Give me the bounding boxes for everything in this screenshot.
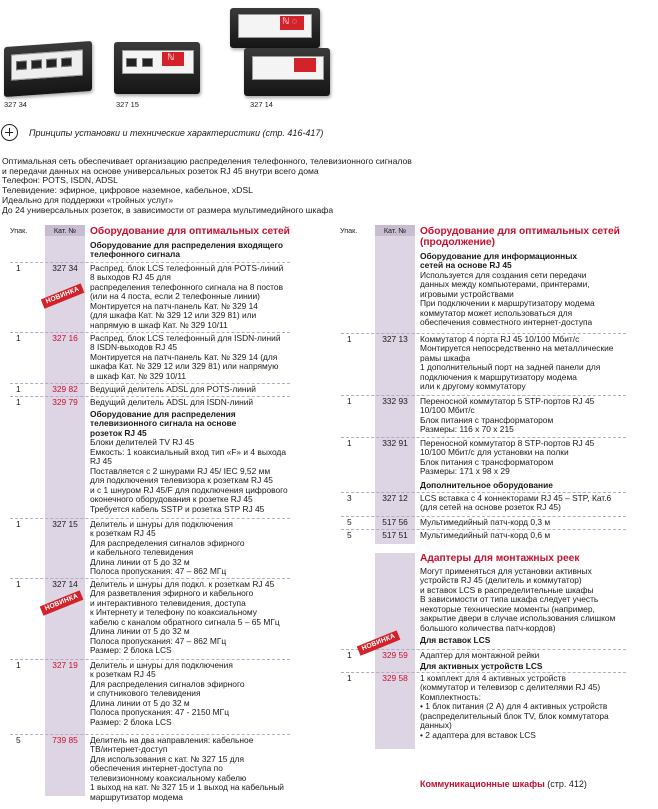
entry-catalog-number: 517 51 bbox=[382, 530, 408, 540]
entry-text: Адаптер для монтажной рейки bbox=[420, 650, 540, 660]
entry-qty: 1 bbox=[347, 396, 352, 406]
entry-catalog-number: 327 34 bbox=[52, 263, 78, 273]
entry-catalog-number: 329 58 bbox=[382, 673, 408, 683]
entry-description bbox=[90, 580, 335, 656]
entry-description bbox=[420, 662, 656, 671]
entry-description bbox=[90, 334, 335, 381]
product-image bbox=[244, 48, 330, 96]
entry-heading: Для активных устройств LCS bbox=[420, 661, 543, 671]
product-mark: ℕ bbox=[167, 52, 175, 62]
entry-text: Коммутатор 4 порта RJ 45 10/100 Мбит/с Монтируется непосредственно на металлические рамы шкафа 1 дополнительный порт на задней панели для подключения к маршрутизатору модема или к другому коммутатору bbox=[420, 334, 614, 392]
intro-line: Идеально для поддержки «тройных услуг» bbox=[2, 194, 174, 205]
entry-description bbox=[420, 636, 656, 645]
entry-catalog-number: 327 14 bbox=[52, 579, 78, 589]
new-badge: НОВИНКА bbox=[357, 630, 401, 655]
product-327-14 bbox=[226, 8, 336, 109]
entry-description bbox=[420, 567, 656, 633]
entry-catalog-number: 327 19 bbox=[52, 660, 78, 670]
entry-text: Делитель и шнуры для подключения к розеткам RJ 45 Для распределения сигналов эфирного и кабельного телевидения Длина линии от 5 до 32 м Полоса пропускания: 47 – 862 МГц bbox=[90, 519, 245, 577]
entry-description bbox=[420, 335, 656, 392]
entry-description bbox=[420, 651, 656, 660]
entry-description bbox=[90, 385, 335, 394]
entry-description bbox=[420, 397, 656, 435]
left-qty-header: Упак. bbox=[10, 226, 28, 235]
intro-text bbox=[2, 157, 542, 215]
entry-qty: 1 bbox=[16, 519, 21, 529]
left-catalog-header: Кат. № bbox=[45, 225, 85, 236]
intro-line: Телевидение: эфирное, цифровое наземное, кабельное, xDSL bbox=[2, 185, 253, 196]
product-code: 327 14 bbox=[250, 100, 273, 109]
new-badge: НОВИНКА bbox=[40, 590, 84, 615]
entry-description bbox=[420, 674, 656, 740]
installation-note[interactable]: Принципы установки и технические характеристики (стр. 416-417) bbox=[29, 128, 324, 138]
entry-description bbox=[420, 494, 656, 513]
entry-qty: 5 bbox=[347, 517, 352, 527]
entry-catalog-number: 517 56 bbox=[382, 517, 408, 527]
entry-text: Переносной коммутатор 5 STP-портов RJ 45 10/100 Мбит/с Блок питания с трансформатором Размеры: 116 x 70 x 215 bbox=[420, 396, 595, 435]
entry-qty: 1 bbox=[347, 673, 352, 683]
entry-qty: 1 bbox=[16, 579, 21, 589]
entry-description bbox=[90, 398, 335, 407]
intro-line: До 24 универсальных розеток, в зависимости от размера мультимедийного шкафа bbox=[2, 204, 334, 215]
entry-catalog-number: 327 13 bbox=[382, 334, 408, 344]
product-327-15 bbox=[108, 38, 208, 109]
entry-qty: 1 bbox=[347, 438, 352, 448]
entry-text: Ведущий делитель ADSL для ISDN-линий bbox=[90, 397, 254, 407]
zoom-plus-icon bbox=[1, 124, 18, 141]
entry-text: Распред. блок LCS телефонный для ISDN-линий 8 ISDN-выходов RJ 45 Монтируется на патч-панель Кат. № 329 14 (для шкафа Кат. № 329 12 или 329 81) или напрямую в шкаф Кат. № 329 10/11 bbox=[90, 333, 281, 381]
entry-description bbox=[420, 252, 656, 328]
intro-line: Телефон: POTS, ISDN, ADSL bbox=[2, 175, 118, 186]
entry-text: Мультимедийный патч-корд 0,6 м bbox=[420, 530, 551, 540]
product-image bbox=[114, 42, 200, 94]
entry-catalog-number: 327 12 bbox=[382, 493, 408, 503]
product-327-34 bbox=[0, 38, 100, 109]
entry-qty: 1 bbox=[16, 384, 21, 394]
entry-qty: 3 bbox=[347, 493, 352, 503]
entry-description bbox=[90, 264, 335, 330]
entry-description bbox=[420, 531, 656, 540]
entry-description bbox=[90, 241, 335, 260]
entry-text: Переносной коммутатор 8 STP-портов RJ 45 10/100 Мбит/с для установки на полки Блок питания с трансформатором Размеры: 171 x 98 x 29 bbox=[420, 438, 595, 477]
entry-description bbox=[420, 481, 656, 490]
footer-reference[interactable] bbox=[420, 779, 587, 789]
entry-text: Распред. блок LCS телефонный для POTS-линий 8 выходов RJ 45 для распределения телефонного сигнала на 8 постов (или на 4 поста, если 2 телефонные линии) Монтируется на патч-панель Кат. № 329 14 (для шкафа Кат. № 329 12 или 329 81) или напрямую в шкаф Кат. № 329 10/11 bbox=[90, 263, 284, 330]
entry-qty: 1 bbox=[347, 650, 352, 660]
intro-line: и передачи данных на основе универсальных розеток RJ 45 внутри всего дома bbox=[2, 165, 319, 176]
right-section-title-2: Адаптеры для монтажных реек bbox=[420, 553, 580, 564]
entry-qty: 1 bbox=[16, 333, 21, 343]
entry-catalog-number: 329 59 bbox=[382, 650, 408, 660]
right-title-line: Оборудование для оптимальных сетей bbox=[420, 226, 620, 237]
entry-qty: 5 bbox=[347, 530, 352, 540]
left-section-title: Оборудование для оптимальных сетей bbox=[90, 226, 290, 237]
intro-line: Оптимальная сеть обеспечивает организацию распределения телефонного, телевизионного сигналов bbox=[2, 156, 412, 166]
new-badge: НОВИНКА bbox=[41, 283, 85, 308]
entry-heading: Дополнительное оборудование bbox=[420, 480, 553, 490]
entry-qty: 1 bbox=[16, 397, 21, 407]
entry-description bbox=[90, 520, 335, 577]
entry-catalog-number: 739 85 bbox=[52, 735, 78, 745]
entry-heading: Для вставок LCS bbox=[420, 635, 491, 645]
left-catalog-column-bg bbox=[45, 225, 85, 796]
entry-text: Мультимедийный патч-корд 0,3 м bbox=[420, 517, 551, 527]
entry-catalog-number: 329 82 bbox=[52, 384, 78, 394]
right-qty-header: Упак. bbox=[340, 226, 358, 235]
entry-text: Ведущий делитель ADSL для POTS-линий bbox=[90, 384, 256, 394]
entry-qty: 1 bbox=[16, 660, 21, 670]
right-title-cont: (продолжение) bbox=[420, 237, 495, 249]
entry-text: LCS вставка с 4 коннекторами RJ 45 – STP, Кат.6 (для сетей на основе розеток RJ 45) bbox=[420, 493, 612, 513]
entry-text: Используется для создания сети передачи данных между компьютерами, принтерами, игровыми устройствами При подключении к маршрутизатору модема коммутатор может использоваться для обеспечения совместного интернет-доступа bbox=[420, 269, 595, 328]
entry-description bbox=[420, 518, 656, 527]
entry-catalog-number: 332 93 bbox=[382, 396, 408, 406]
entry-description bbox=[90, 736, 335, 802]
right-section-title bbox=[420, 226, 620, 248]
entry-catalog-number: 329 79 bbox=[52, 397, 78, 407]
entry-text: 1 комплект для 4 активных устройств (коммутатор и телевизор с делителями RJ 45) Комплектность: • 1 блок питания (2 A) для 4 активных устройств (распределительный блок TV, блок коммутатора данных) • 2 адаптера для вставок LCS bbox=[420, 673, 609, 740]
entry-text: Делитель и шнуры для подключения к розеткам RJ 45 Для распределения сигналов эфирного и спутникового телевидения Длина линии от 5 до 32 м Полоса пропускания: 47 - 2150 МГц Размер: 2 блока LCS bbox=[90, 660, 245, 727]
entry-text: Делитель и шнуры для подкл. к розеткам RJ 45 Для разветвления эфирного и кабельного и интерактивного телевидения, доступа к Интернету и телефону по коаксиальному кабелю с каналом обратного сигнала 5 – 65 МГц Длина линии от 5 до 32 м Полоса пропускания: 47 – 862 МГц Размер: 2 блока LCS bbox=[90, 579, 280, 656]
product-image bbox=[230, 8, 320, 48]
entry-description bbox=[90, 661, 335, 727]
product-image bbox=[4, 41, 92, 97]
entry-text: Блоки делителей TV RJ 45 Емкость: 1 коаксиальный вход тип «F» и 4 выхода RJ 45 Поставляется с 2 шнурами RJ 45/ IEC 9,52 мм для подключения телевизора к розеткам RJ 45 и с 1 шнуром RJ 45/F для подключения цифрового оконечного оборудования к розетке RJ 45 Требуется кабель SSTP и розетка STP RJ 45 bbox=[90, 437, 288, 514]
entry-catalog-number: 332 91 bbox=[382, 438, 408, 448]
entry-text: Делитель на два направления: кабельное ТВ/интернет-доступ Для использования с кат. № 327 15 для обеспечения интернет-доступа по телевизионному коаксиальному кабелю 1 выход на кат. № 327 15 и 1 выход на кабельный маршрутизатор модема bbox=[90, 735, 284, 802]
entry-description bbox=[420, 439, 656, 477]
entry-heading: Оборудование для распределения входящего телефонного сигнала bbox=[90, 240, 283, 260]
entry-description bbox=[90, 410, 335, 514]
entry-catalog-number: 327 15 bbox=[52, 519, 78, 529]
entry-qty: 5 bbox=[16, 735, 21, 745]
right-catalog-header: Кат. № bbox=[375, 225, 415, 236]
product-code: 327 34 bbox=[4, 100, 27, 109]
product-code: 327 15 bbox=[116, 100, 139, 109]
entry-qty: 1 bbox=[16, 263, 21, 273]
product-mark: ℕ ◌ bbox=[282, 16, 298, 26]
entry-heading: Оборудование для информационных сетей на основе RJ 45 bbox=[420, 251, 578, 271]
footer-title: Коммуникационные шкафы bbox=[420, 779, 545, 789]
entry-qty: 1 bbox=[347, 334, 352, 344]
entry-text: Могут применяться для установки активных устройств RJ 45 (делитель и коммутатор) и вставок LCS в распределительные шкафы В зависимости от типа шкафа следует учесть некоторые технические моменты (например, закрытие двери в случае использования слишком большого количества патч-кордов) bbox=[420, 566, 616, 633]
footer-ref: (стр. 412) bbox=[547, 779, 587, 789]
entry-heading: Оборудование для распределения телевизионного сигнала на основе розеток RJ 45 bbox=[90, 409, 237, 438]
entry-catalog-number: 327 16 bbox=[52, 333, 78, 343]
